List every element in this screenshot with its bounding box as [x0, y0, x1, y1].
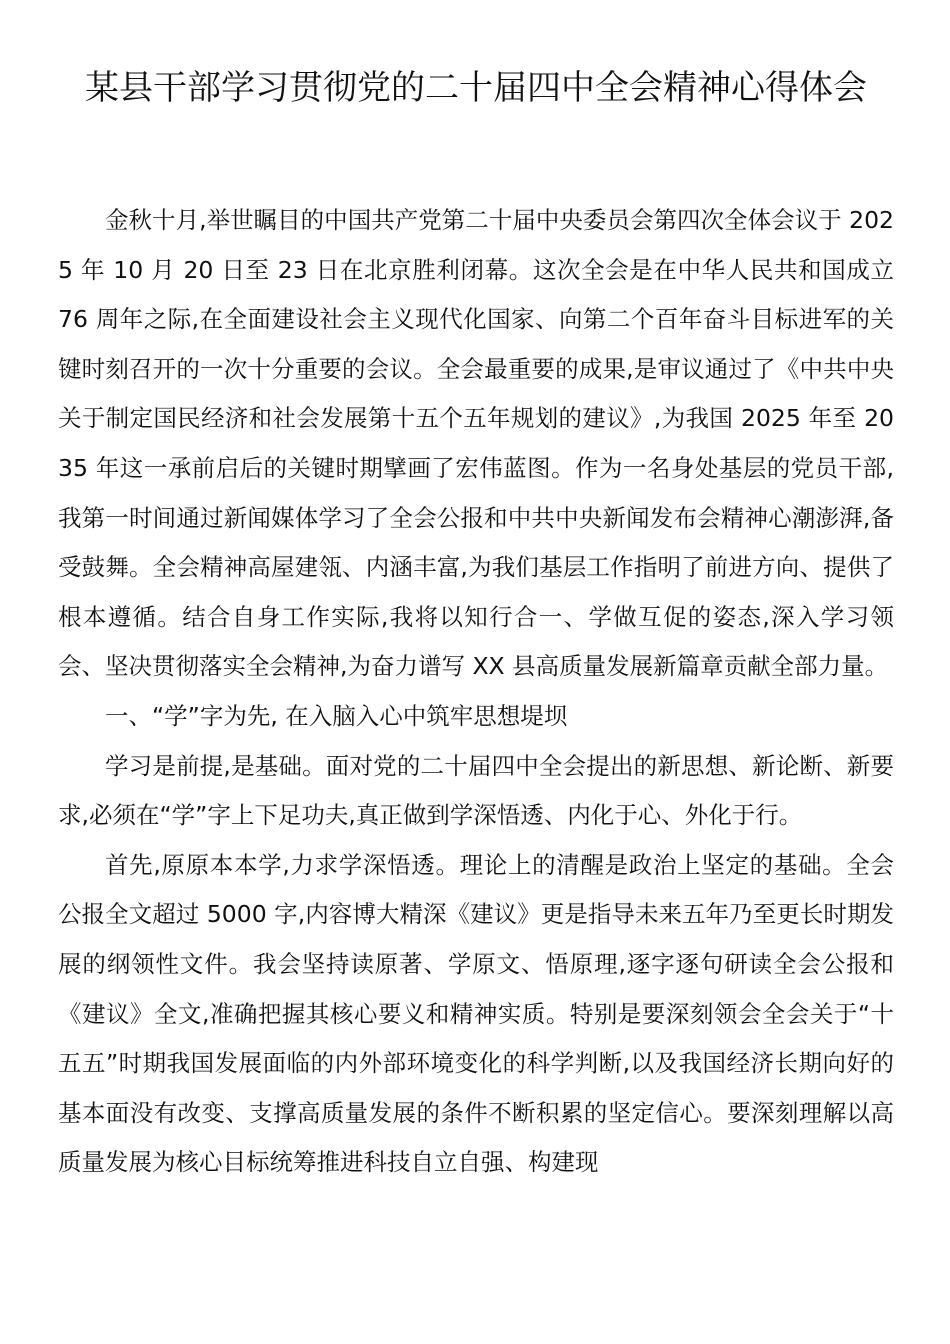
section-paragraph-2: 首先,原原本本学,力求学深悟透。理论上的清醒是政治上坚定的基础。全会公报全文超过 5000 字,内容博大精深《建议》更是指导未来五年乃至更长时期发展的纲领性文件。我会坚持读原著、学原文、悟原理,逐字逐句研读全会公报和《建议》全文,准确把握其核心要义和精神实质。特别是要深刻领会全会关于“十五五”时期我国发展面临的内外部环境变化的科学判断,以及我国经济长期向好的基本面没有改变、支撑高质量发展的条件不断积累的坚定信心。要深刻理解以高质量发展为核心目标统筹推进科技自立自强、构建现	[58, 850, 894, 1177]
section-paragraph-1: 学习是前提,是基础。面对党的二十届四中全会提出的新思想、新论断、新要求,必须在“学”字上下足功夫,真正做到学深悟透、内化于心、外化于行。	[58, 751, 894, 830]
intro-paragraph: 金秋十月,举世瞩目的中国共产党第二十届中央委员会第四次全体会议于 2025 年 10 月 20 日至 23 日在北京胜利闭幕。这次全会是在中华人民共和国成立 76 周年之际,在全面建设社会主义现代化国家、向第二个百年奋斗目标进军的关键时刻召开的一次十分重要的会议。全会最重要的成果,是审议通过了《中共中央关于制定国民经济和社会发展第十五个五年规划的建议》,为我国 2025 年至 2035 年这一承前启后的关键时期擘画了宏伟蓝图。作为一名身处基层的党员干部,我第一时间通过新闻媒体学习了全会公报和中共中央新闻发布会精神心潮澎湃,备受鼓舞。全会精神高屋建瓴、内涵丰富,为我们基层工作指明了前进方向、提供了根本遵循。结合自身工作实际,我将以知行合一、学做互促的姿态,深入学习领会、坚决贯彻落实全会精神,为奋力谱写 XX 县高质量发展新篇章贡献全部力量。	[58, 206, 894, 681]
document-title: 某县干部学习贯彻党的二十届四中全会精神心得体会	[85, 68, 867, 108]
section-heading: 一、“学”字为先, 在入脑入心中筑牢思想堤坝	[105, 701, 568, 730]
document-body	[58, 196, 894, 1188]
